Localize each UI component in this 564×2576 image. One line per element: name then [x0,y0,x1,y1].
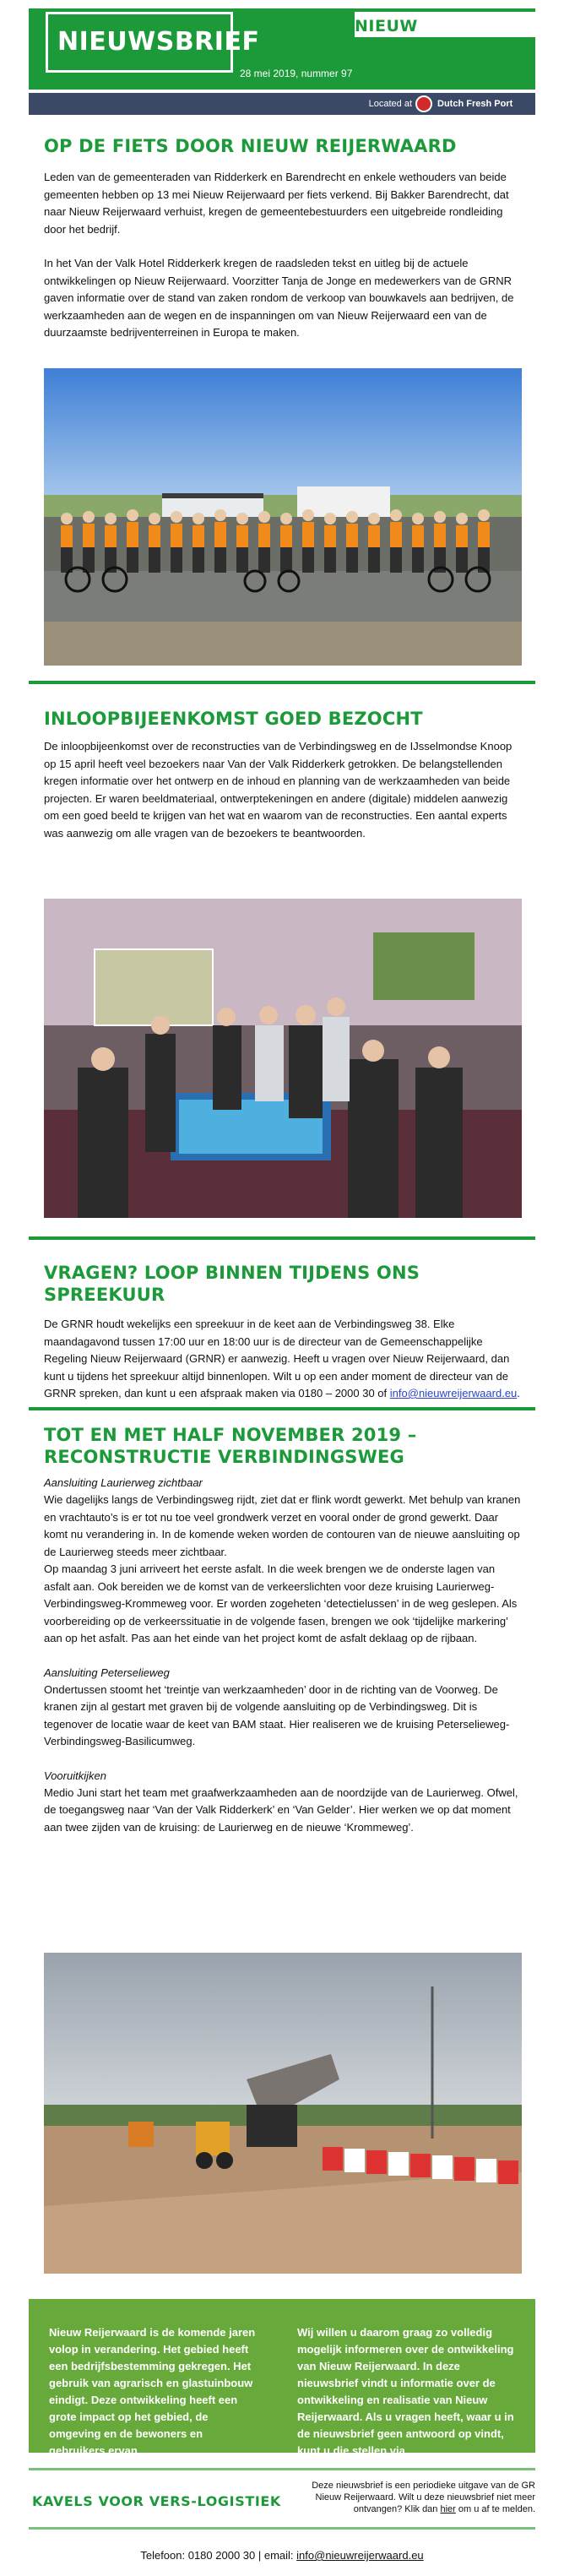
footer-right-text [297,2324,518,2476]
tagline: KAVELS VOOR VERS-LOGISTIEK [32,2493,281,2509]
cyclists-group-image [44,368,522,666]
dutch-fresh-port-icon [415,95,432,112]
section-title: TOT EN MET HALF NOVEMBER 2019 – RECONSTRUCTIE VERBINDINGSWEG [44,1425,417,1467]
partner-name: Dutch Fresh Port [437,99,513,109]
footer-divider [29,2468,535,2470]
issue-date: 28 mei 2019, nummer 97 [240,68,353,79]
partner-logo[interactable] [415,95,529,113]
newsletter-title: NIEUWSBRIEF [57,27,260,57]
note-text: om u af te melden. [458,2504,535,2514]
section-title: OP DE FIETS DOOR NIEUW REIJERWAARD [44,136,457,156]
meeting-room-image [44,899,522,1218]
section-paragraph: Leden van de gemeenteraden van Ridderkerk en Barendrecht en enkele wethouders van beide gemeenten hebben op 13 mei Nieuw Reijerwaard per fiets verkend. Bij Bakker Barendrecht, dat naar Nieuw Reijerwaard verhuist, kregen de gemeentebestuurders een uitgebreide rondleiding door het bedrijf. [44,171,509,236]
section-paragraph: Op maandag 3 juni arriveert het eerste asfalt. In die week brengen we de onderste lagen van asfalt aan. Ook bereiden we de komst van de verkeerslichten voor deze kruising Laurierweg- Verbindingsweg-Krommeweg voor. Er worden zogeheten ‘detectielussen’ in de weg geslepen. Als voorbereiding op de verkeerssituatie in de volgende fasen, brengen we ook ‘tijdelijke markering’ aan op het asfalt. Pas aan het einde van het project komt de asfalt deklaag op de rijbaan. [44,1562,518,1644]
footer-info-block [29,2299,535,2457]
section-divider [29,1236,535,1240]
punctuation: . [517,1387,520,1399]
footer-left-text: Nieuw Reijerwaard is de komende jaren volop in verandering. Het gebied heeft een bedrijfsbestemming gekregen. Het gebruik van agrarisch en glastuinbouw eindigt. Deze ontwikkeling heeft een grote impact op het gebied, de omgeving en de bewoners en gebruikers ervan. [49,2326,256,2457]
subheading: Aansluiting Peterselieweg [44,1666,170,1679]
brand-box [355,12,535,54]
section-paragraph: Ondertussen stoomt het ‘treintje van werkzaamheden’ door in de richting van de Voorweg. De kranen zijn al gestart met graven bij de volgende aansluiting op de Verbindingsweg. Dit is tegenover de locatie waar de keet van BAM staat. Hier realiseren we de kruising Peterselieweg-Verbindingsweg-Basilicumweg. [44,1682,510,1747]
photo-meeting [44,899,522,1218]
footer-right-body: Wij willen u daarom graag zo volledig mogelijk informeren over de ontwikkeling van Nieuw Reijerwaard. In deze nieuwsbrief vindt u informatie over de ontwikkeling en realisatie van Nieuw Reijerwaard. Als u vragen heeft, waar u in de nieuwsbrief geen antwoord op vindt, kunt u die stellen via [297,2326,514,2457]
phone-text: Telefoon: 0180 2000 30 | email: [140,2549,294,2562]
section-paragraph: De inloopbijeenkomst over de reconstructies van de Verbindingsweg en de IJsselmondse Knoop op 15 april heeft veel bezoekers naar Van der Valk Ridderkerk getrokken. De belangstellenden kregen informatie over het ontwerp en de inhoud en planning van de werkzaamheden van beide projecten. Er waren beeldmateriaal, ontwerptekeningen en andere (digitale) middelen aanwezig om een goed beeld te krijgen van het wat en waarom van de reconstructies. Een aantal experts was aanwezig om alle vragen van de bezoekers te beantwoorden. [44,740,512,840]
section-inloop [44,708,522,842]
section-title: VRAGEN? LOOP BINNEN TIJDENS ONS SPREEKUUR [44,1263,420,1305]
location-bar [29,93,535,115]
newsletter-header [29,12,535,110]
unsubscribe-link[interactable]: hier [440,2504,456,2514]
contact-line [0,2549,564,2562]
contact-email-link[interactable]: info@nieuwreijerwaard.eu [296,2549,424,2562]
photo-cyclists [44,368,522,666]
section-title: INLOOPBIJEENKOMST GOED BEZOCHT [44,709,423,729]
section-paragraph: Medio Juni start het team met graafwerkzaamheden aan de noordzijde van de Laurierweg. Ofwel, de toegangsweg naar ‘Van der Valk Ridderkerk’ en ‘Van Gelder’. Hier werken we op dat moment aan twee zijden van de kruising: de Laurierweg en de nieuwe ‘Krommeweg’. [44,1785,518,1834]
email-link[interactable]: info@nieuwreijerwaard.eu [389,1387,518,1399]
section-paragraph: Wie dagelijks langs de Verbindingsweg rijdt, ziet dat er flink wordt gewerkt. Met behulp van kranen en vrachtauto’s is er tot nu toe veel grondwerk verzet en vooral onder de grond gewerkt. Daar komt nu verandering in. In de komende weken worden de contouren van de nieuwe aansluiting op de Laurierweg steeds meer zichtbaar. [44,1493,521,1558]
subheading: Vooruitkijken [44,1769,106,1782]
section-divider [29,1407,535,1410]
photo-roadworks [44,1953,522,2274]
unsubscribe-note [299,2480,535,2515]
section-paragraph [44,1316,522,1403]
footer-divider [29,2527,535,2530]
located-at-label: Located at [368,99,412,109]
roadworks-image [44,1953,522,2274]
section-paragraph: In het Van der Valk Hotel Ridderkerk kregen de raadsleden tekst en uitleg bij de actuele ontwikkelingen op Nieuw Reijerwaard. Voorzitter Tanja de Jonge en medewerkers van de GRNR gaven informatie over de stand van zaken rondom de verkoop van bouwkavels aan bedrijven, de werkzaamheden aan de wegen en de inspanningen om van Nieuw Reijerwaard een van de duurzaamste bedrijventerreinen in Europa te maken. [44,257,514,339]
note-text: Deze nieuwsbrief is een periodieke uitgave van de GR Nieuw Reijerwaard. Wilt u deze nieuwsbrief niet meer ontvangen? Klik dan [312,2481,535,2514]
spreekuur-text: De GRNR houdt wekelijks een spreekuur in de keet aan de Verbindingsweg 38. Elke maandagavond tussen 17:00 uur en 18:00 uur is de directeur van de Gemeenschappelijke Regeling Nieuw Reijerwaard (GRNR) er aanwezig. Heeft u vragen over Nieuw Reijerwaard, dan kunt u tijdens het spreekuur altijd binnenlopen. Wilt u op een ander moment de directeur van de GRNR spreken, dan kunt u een afspraak maken via 0180 – 2000 30 of [44,1318,510,1399]
section-reconstructie [44,1424,522,1836]
section-spreekuur [44,1262,522,1403]
section-divider [29,681,535,684]
brand-logo-text: NIEUW REIJERWAARD [355,17,485,54]
subheading: Aansluiting Laurierweg zichtbaar [44,1476,203,1489]
section-fiets [44,135,522,342]
